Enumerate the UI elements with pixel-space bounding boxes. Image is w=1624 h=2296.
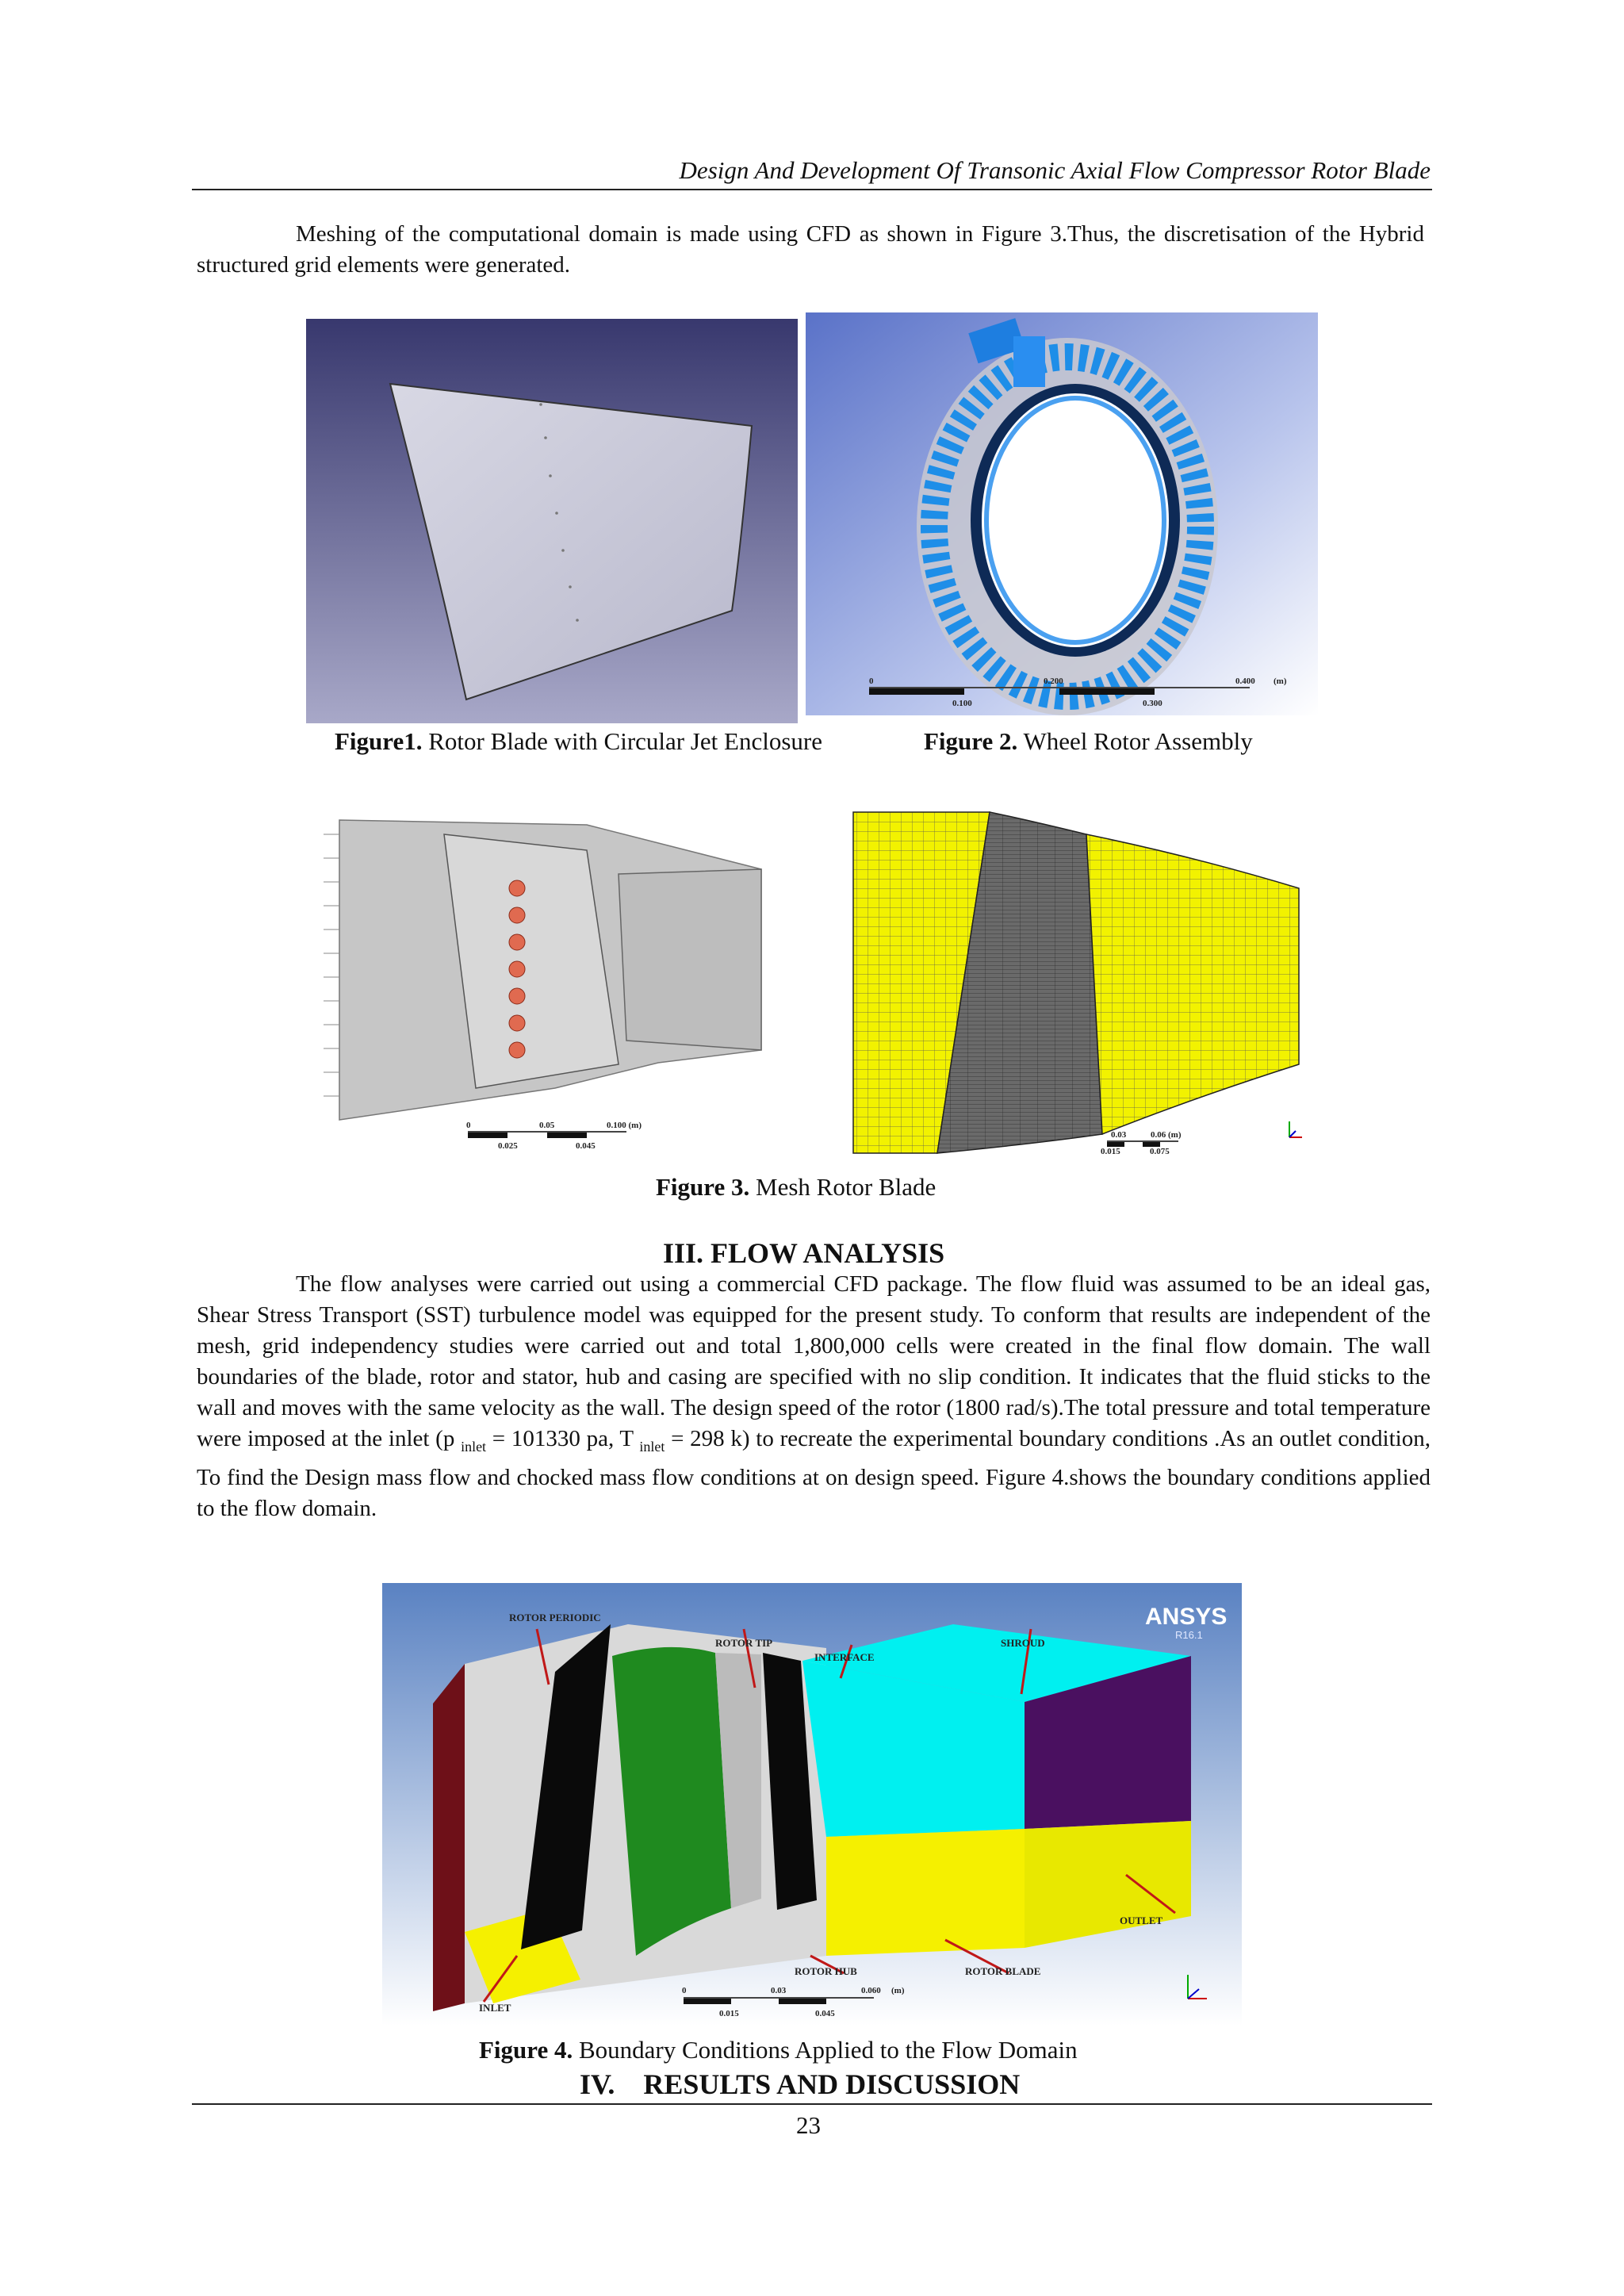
figure-1-caption: Figure1. Rotor Blade with Circular Jet Enclosure (335, 727, 822, 755)
figure-2-scale-axis (869, 687, 1250, 688)
figure-3-left-scale-label: 0.025 (498, 1141, 518, 1151)
figure-2-scale-label: 0.300 (1143, 699, 1162, 708)
page-number: 23 (796, 2111, 821, 2139)
figure-3-left-scale-label: 0.045 (576, 1141, 596, 1151)
figure-3-caption: Figure 3. Mesh Rotor Blade (656, 1173, 936, 1201)
figure-3-right-scale-label: 0.015 (1101, 1147, 1120, 1156)
figure-4-scale-label: 0.03 (771, 1986, 787, 1995)
footer-rule (192, 2103, 1432, 2105)
label-shroud: SHROUD (1001, 1637, 1045, 1649)
intro-paragraph: Meshing of the computational domain is made using CFD as shown in Figure 3.Thus, the discretisation of the Hybrid structured grid elements were generated. (197, 221, 1424, 278)
figure-2-caption: Figure 2. Wheel Rotor Assembly (924, 727, 1253, 755)
figure-4-caption: Figure 4. Boundary Conditions Applied to the Flow Domain (479, 2036, 1078, 2064)
figure-3-right-scale-label: 0.075 (1150, 1147, 1170, 1156)
figure-3-left-scale-label: 0 (466, 1121, 471, 1130)
figure-3-right-image (845, 803, 1310, 1156)
figure-2-scale-label: 0.400 (1235, 677, 1255, 686)
figure-3-right-scale-label: 0.06 (m) (1151, 1130, 1182, 1140)
figure-3-left-scale-label: 0.05 (539, 1121, 555, 1130)
figure-3-left-image (317, 803, 796, 1152)
figure-3-right-scale-label: 0.03 (1111, 1130, 1127, 1140)
figure-1-image (306, 319, 798, 723)
label-outlet: OUTLET (1120, 1915, 1163, 1926)
header-rule (192, 189, 1432, 190)
figure-2-image (806, 312, 1318, 715)
section-4-heading: IV. RESULTS AND DISCUSSION (580, 2068, 1021, 2100)
ansys-brand: ANSYS (1145, 1604, 1228, 1630)
figure-4-scale-label: 0.015 (719, 2009, 739, 2018)
label-interface: INTERFACE (814, 1651, 875, 1663)
section-3-paragraph: The flow analyses were carried out using a commercial CFD package. The flow fluid was assumed to be an ideal gas, Shear Stress Transport (SST) turbulence model was equipped for the present study. To conform that results are independent of the mesh, grid independency studies were carried out and total 1,800,000 cells were created in the final flow domain. The wall boundaries of the blade, rotor and stator, hub and casing are specified with no slip condition. It indicates that the fluid sticks to the wall and moves with the same velocity as the wall. The design speed of the rotor (1800 rad/s).The total pressure and total temperature were imposed at the inlet (p $_{inlet}$ = 101330 pa, T $_{inlet}$ = 298 k) to recreate the experimental boundary conditions .As an outlet condition, To find the Design mass flow and chocked mass flow conditions at on design speed. Figure 4.shows the boundary conditions applied to the flow domain. (197, 1271, 1431, 1521)
figure-2-scale-label: (m) (1274, 677, 1287, 686)
figure-4-scale-axis (684, 1997, 874, 1999)
section-3-heading: III. FLOW ANALYSIS (663, 1237, 945, 1269)
figure-3-right-scale-axis (1107, 1140, 1178, 1142)
figure-4-scale-label: 0.060 (861, 1986, 881, 1995)
ansys-version: R16.1 (1175, 1629, 1203, 1641)
figure-3-left-scale-axis (468, 1131, 626, 1133)
label-rotor-blade: ROTOR BLADE (965, 1965, 1041, 1977)
figure-2-scale-label: 0.200 (1044, 677, 1063, 686)
label-inlet: INLET (479, 2002, 511, 2014)
label-rotor-hub: ROTOR HUB (795, 1965, 857, 1977)
figure-3-left-scale-label: 0.100 (m) (607, 1121, 642, 1130)
running-head: Design And Development Of Transonic Axial Flow Compressor Rotor Blade (679, 156, 1431, 184)
figure-2-scale-label: 0 (869, 677, 874, 686)
figure-4-scale-label: 0 (682, 1986, 687, 1995)
label-rotor-tip: ROTOR TIP (715, 1637, 773, 1649)
figure-4-scale-label: 0.045 (815, 2009, 835, 2018)
figure-4-image (382, 1583, 1242, 2026)
label-rotor-periodic: ROTOR PERIODIC (509, 1612, 601, 1623)
figure-2-scale-label: 0.100 (952, 699, 972, 708)
figure-4-scale-label: (m) (891, 1986, 905, 1995)
